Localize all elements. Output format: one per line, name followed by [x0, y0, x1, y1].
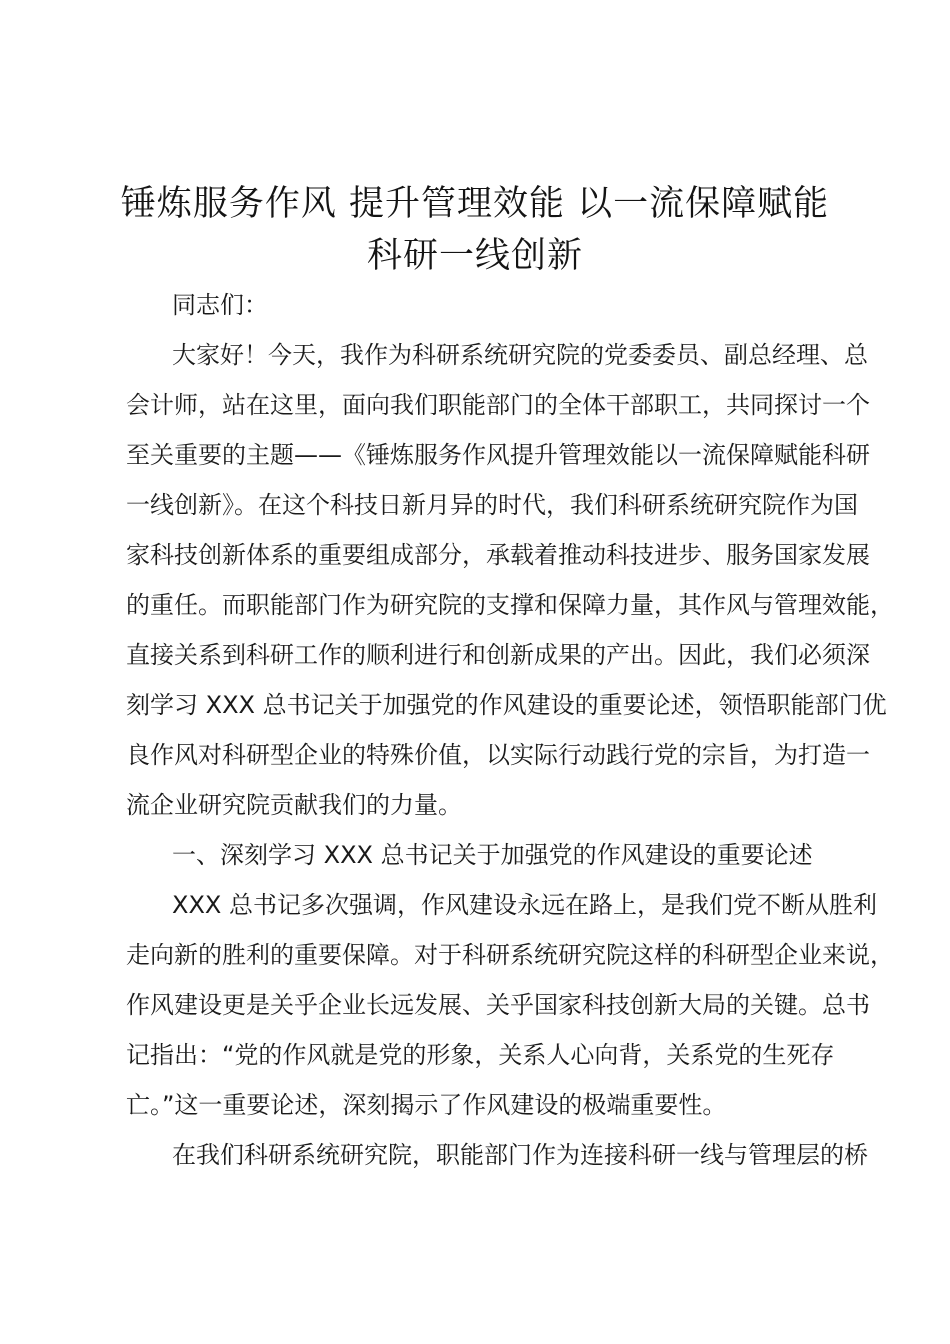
body-text-line: 家科技创新体系的重要组成部分，承载着推动科技进步、服务国家发展 [126, 541, 870, 569]
body-text-line: 记指出：“党的作风就是党的形象，关系人心向背，关系党的生死存 [126, 1041, 835, 1069]
document-title [0, 178, 950, 282]
title-line-1: 锤炼服务作风 提升管理效能 以一流保障赋能 [120, 184, 830, 224]
document-body [126, 284, 894, 1184]
body-text-line: 一线创新》。在这个科技日新月异的时代，我们科研系统研究院作为国 [126, 491, 858, 519]
body-text-line: 刻学习 XXX 总书记关于加强党的作风建设的重要论述，领悟职能部门优 [126, 691, 887, 719]
body-text-line: 一、深刻学习 XXX 总书记关于加强党的作风建设的重要论述 [172, 841, 813, 869]
body-text-line: 大家好！今天，我作为科研系统研究院的党委委员、副总经理、总 [172, 341, 868, 369]
body-text-line: 同志们： [172, 291, 268, 319]
body-text-line: 在我们科研系统研究院，职能部门作为连接科研一线与管理层的桥 [172, 1141, 868, 1169]
body-text-line: 会计师，站在这里，面向我们职能部门的全体干部职工，共同探讨一个 [126, 391, 870, 419]
body-text-line: 至关重要的主题——《锤炼服务作风提升管理效能以一流保障赋能科研 [126, 441, 870, 469]
body-text-line: 直接关系到科研工作的顺利进行和创新成果的产出。因此，我们必须深 [126, 641, 870, 669]
body-text-line: 走向新的胜利的重要保障。对于科研系统研究院这样的科研型企业来说， [126, 941, 894, 969]
body-text-line: 亡。”这一重要论述，深刻揭示了作风建设的极端重要性。 [126, 1091, 727, 1119]
title-line-2: 科研一线创新 [366, 236, 583, 276]
body-text-line: XXX 总书记多次强调，作风建设永远在路上，是我们党不断从胜利 [172, 891, 877, 919]
body-text-line: 良作风对科研型企业的特殊价值，以实际行动践行党的宗旨，为打造一 [126, 741, 870, 769]
body-text-line: 作风建设更是关乎企业长远发展、关乎国家科技创新大局的关键。总书 [126, 991, 870, 1019]
body-text-line: 的重任。而职能部门作为研究院的支撑和保障力量，其作风与管理效能， [126, 591, 894, 619]
body-text-line: 流企业研究院贡献我们的力量。 [126, 791, 462, 819]
